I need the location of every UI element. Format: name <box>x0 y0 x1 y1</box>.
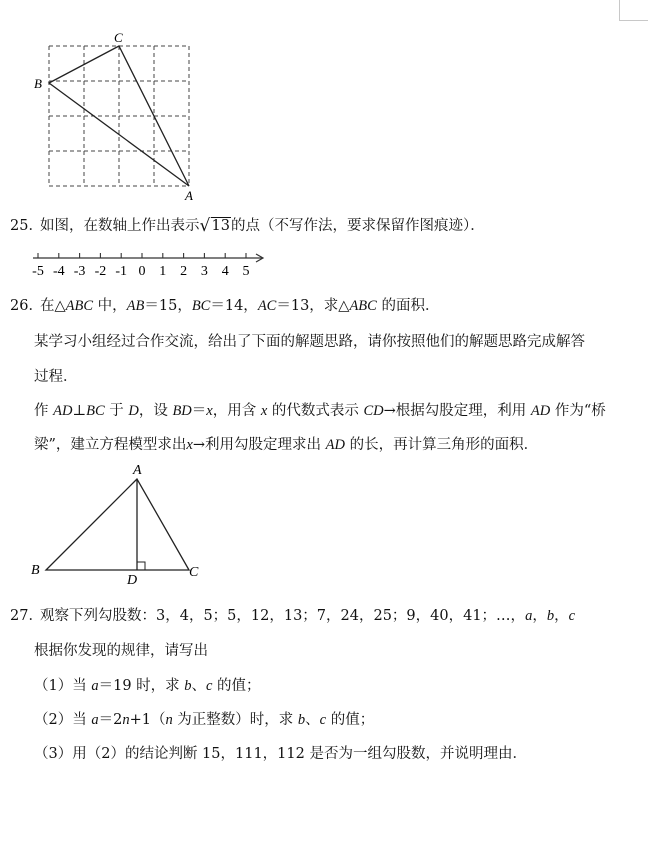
question-number: 26． <box>10 298 43 314</box>
text-segment: 观察下列勾股数：3，4，5；5，12，13；7，24，25；9，40，41；…， <box>40 608 526 624</box>
text-segment: 的面积． <box>376 298 440 314</box>
number-line <box>28 246 273 280</box>
text-segment: ， <box>554 608 569 624</box>
q27-line-2: 根据你发现的规律，请写出 <box>34 643 208 659</box>
q27-line-1 <box>40 604 575 625</box>
text-segment: 的值； <box>212 678 261 694</box>
var: ABC <box>65 298 94 314</box>
text-segment: 的代数式表示 <box>267 403 364 419</box>
tick-label: -3 <box>73 264 86 279</box>
var: c <box>568 608 575 624</box>
label-b: B <box>34 76 42 91</box>
text-segment: 作 <box>34 403 54 419</box>
tick-labels <box>32 264 249 279</box>
text-segment: （2）当 <box>34 712 92 728</box>
var: BC <box>191 298 211 314</box>
var: x <box>260 403 268 419</box>
var: a <box>525 608 533 624</box>
label-b: B <box>31 563 40 578</box>
dashed-grid <box>49 46 189 186</box>
q27-line-4 <box>34 708 374 729</box>
text-segment: 中， <box>93 298 127 314</box>
text-segment: ， <box>532 608 547 624</box>
var: AD <box>53 403 73 419</box>
text-segment: 于 <box>104 403 129 419</box>
var: n <box>122 712 130 728</box>
var: x <box>186 437 193 453</box>
question-number: 25． <box>10 218 43 234</box>
label-a: A <box>133 463 142 478</box>
tick-label: 4 <box>221 264 229 279</box>
tick-label: -2 <box>94 264 107 279</box>
tick-label: 1 <box>159 264 167 279</box>
label-c: C <box>114 30 123 45</box>
text-segment: ＝14， <box>210 298 258 314</box>
text-segment: 为正整数）时，求 <box>172 712 298 728</box>
text-segment: ，设 <box>138 403 173 419</box>
var: AC <box>257 298 277 314</box>
label-d: D <box>127 573 138 588</box>
q27-line-3 <box>34 674 261 695</box>
tick-label: 5 <box>242 264 250 279</box>
text-segment: ＝13，求△ <box>276 298 350 314</box>
square-root-expression <box>200 218 231 234</box>
var: AD <box>530 403 551 419</box>
tick-label: 3 <box>200 264 208 279</box>
triangle-altitude-figure <box>26 460 211 588</box>
q27-line-5: （3）用（2）的结论判断 15，111，112 是否为一组勾股数，并说明理由． <box>34 746 527 762</box>
text-segment: 的点（不写作法，要求保留作图痕迹）． <box>230 218 485 234</box>
label-c: C <box>189 565 199 580</box>
text-segment: ＝2 <box>98 712 123 728</box>
text-segment: 在△ <box>40 298 66 314</box>
q26-line-5 <box>34 433 538 454</box>
text-segment: 作为“桥 <box>550 403 606 419</box>
var: a <box>91 712 99 728</box>
q26-line-1 <box>40 294 439 315</box>
var: c <box>319 712 327 728</box>
text-segment: ⊥ <box>72 403 87 419</box>
grid-triangle-figure <box>28 30 203 202</box>
text-segment: ＝19 时，求 <box>98 678 185 694</box>
tick-label: 0 <box>138 264 146 279</box>
tick-label: -1 <box>115 264 128 279</box>
text-segment: （1）当 <box>34 678 92 694</box>
text-segment: →根据勾股定理，利用 <box>383 403 531 419</box>
question-text <box>40 214 485 235</box>
page-corner-mark <box>619 0 648 21</box>
var: AB <box>126 298 145 314</box>
text-segment: 的值； <box>326 712 375 728</box>
text-segment: 、 <box>305 712 320 728</box>
var: b <box>297 712 306 728</box>
text-segment: ＝15， <box>144 298 192 314</box>
var: b <box>184 678 192 694</box>
right-angle-mark-icon <box>137 562 145 570</box>
triangle-abc <box>46 479 189 570</box>
tick-label: -5 <box>32 264 44 279</box>
q26-line-2: 某学习小组经过合作交流，给出了下面的解题思路，请你按照他们的解题思路完成解答 <box>34 334 585 350</box>
tick-label: 2 <box>180 264 188 279</box>
text-segment: 、 <box>191 678 207 694</box>
question-number: 27． <box>10 608 43 624</box>
var: AD <box>325 437 345 453</box>
q26-line-3: 过程． <box>34 369 78 385</box>
radicand: 13 <box>211 218 230 234</box>
var: b <box>546 608 555 624</box>
var: CD <box>363 403 384 419</box>
var: BD <box>172 403 192 419</box>
tick-label: -4 <box>52 264 65 279</box>
var: n <box>165 712 173 728</box>
var: BC <box>86 403 105 419</box>
text-segment: ，用含 <box>212 403 261 419</box>
tick-marks <box>38 253 246 258</box>
var: x <box>206 403 213 419</box>
radical-sign-icon: √ <box>199 216 211 236</box>
text-segment: 如图，在数轴上作出表示 <box>40 218 200 234</box>
label-a: A <box>185 188 193 202</box>
text-segment: ＝ <box>191 403 207 419</box>
text-segment: +1（ <box>129 712 166 728</box>
var: c <box>206 678 213 694</box>
text-segment: →利用勾股定理求出 <box>192 437 326 453</box>
text-segment: 的长，再计算三角形的面积． <box>344 437 539 453</box>
var: a <box>91 678 99 694</box>
var: D <box>128 403 139 419</box>
var: ABC <box>349 298 377 314</box>
text-segment: 梁”，建立方程模型求出 <box>34 437 187 453</box>
q26-line-4 <box>34 399 606 420</box>
